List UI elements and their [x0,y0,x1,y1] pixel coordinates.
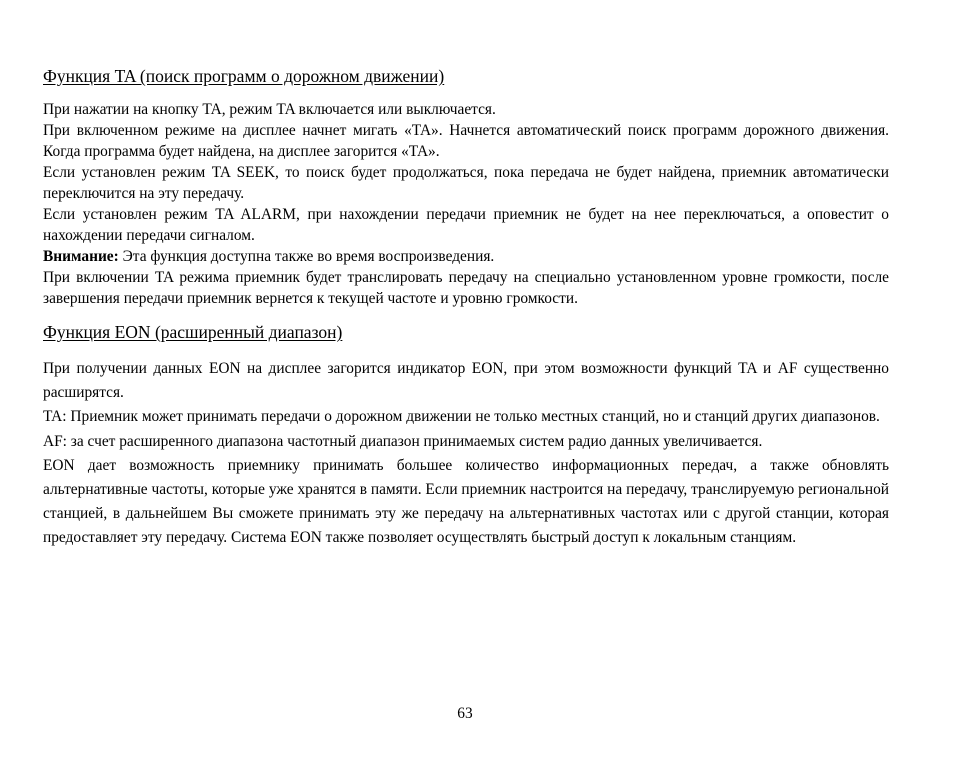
section-body-eon [43,357,889,551]
note-label: Внимание: [43,248,119,265]
paragraph-ta-search: При включенном режиме на дисплее начнет мигать «TA». Начнется автоматический поиск программ дорожного движения. Когда программа будет найдена, на дисплее загорится «TA». [43,122,889,160]
paragraph-eon-description: EON дает возможность приемнику принимать большее количество информационных передач, а также обновлять альтернативные частоты, которые уже хранятся в памяти. Если приемник настроится на передачу, транслируемую региональной станцией, в дальнейшем Вы сможете принимать эту же передачу на альтернативных частотах или с другой станции, которая предоставляет эту передачу. Система EON также позволяет осуществлять быстрый доступ к локальным станциям. [43,456,889,547]
section-body-ta [43,99,889,309]
paragraph-eon-ta: TA: Приемник может принимать передачи о дорожном движении не только местных станций, но и станций других диапазонов. [43,408,880,426]
paragraph-eon-af: AF: за счет расширенного диапазона частотный диапазон принимаемых систем радио данных увеличивается. [43,432,763,450]
note-text: Эта функция доступна также во время воспроизведения. [118,248,495,265]
paragraph-ta-toggle: При нажатии на кнопку TA, режим TA включается или выключается. [43,101,496,118]
page-number: 63 [457,705,473,722]
paragraph-eon-indicator: При получении данных EON на дисплее загорится индикатор EON, при этом возможности функций TA и AF существенно расширятся. [43,360,889,402]
section-title-ta: Функция TA (поиск программ о дорожном движении) [43,66,445,86]
paragraph-ta-alarm: Если установлен режим TA ALARM, при нахождении передачи приемник не будет на нее переключаться, а оповестит о нахождении передачи сигналом. [43,206,889,244]
paragraph-ta-volume: При включении TA режима приемник будет транслировать передачу на специально установленном уровне громкости, после завершения передачи приемник вернется к текущей частоте и уровню громкости. [43,269,889,307]
note-paragraph [43,246,889,267]
section-title-eon: Функция EON (расширенный диапазон) [43,322,343,342]
paragraph-ta-seek: Если установлен режим TA SEEK, то поиск будет продолжаться, пока передача не будет найдена, приемник автоматически переключится на эту передачу. [43,164,889,202]
